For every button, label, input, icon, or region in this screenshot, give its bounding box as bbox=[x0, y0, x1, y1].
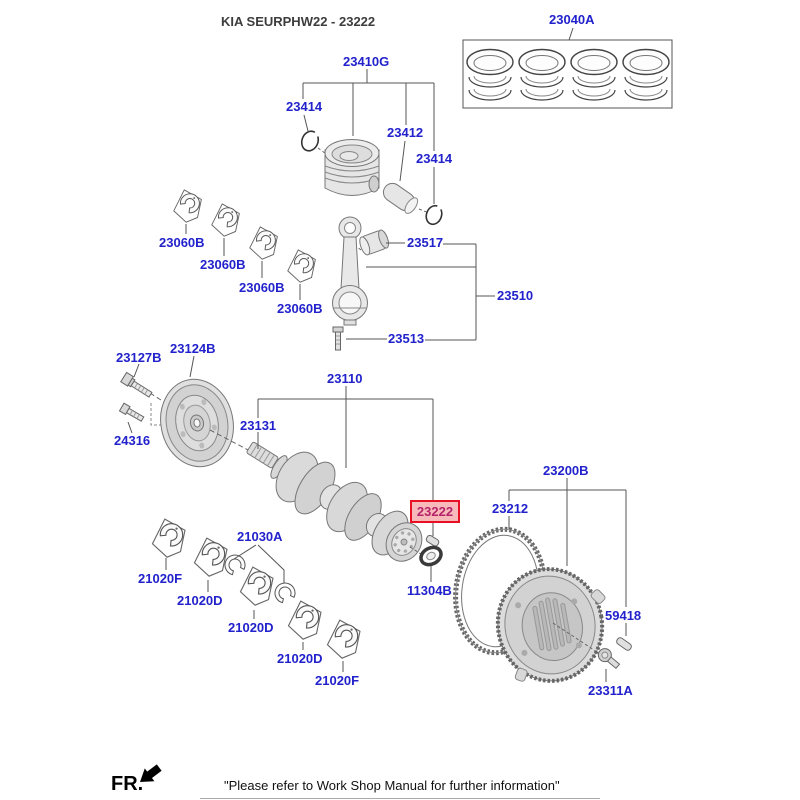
piston-pin-drawing bbox=[380, 180, 420, 216]
snap-ring-left-drawing bbox=[299, 129, 321, 153]
label-main-bearing-2: 21020D bbox=[228, 620, 274, 635]
label-flywheel-bolt: 23311A bbox=[588, 683, 633, 698]
label-main-bearing-upper-1: 21020F bbox=[138, 571, 183, 586]
label-main-bearing-3: 21020D bbox=[277, 651, 323, 666]
label-piston-ring-set: 23040A bbox=[549, 12, 595, 27]
label-piston-assembly: 23410G bbox=[343, 54, 390, 69]
thrust-washer-drawing bbox=[272, 580, 298, 604]
label-main-bearing-1: 21020D bbox=[177, 593, 223, 608]
washer-bolt-drawing bbox=[119, 403, 144, 423]
label-main-bearing-upper-2: 21020F bbox=[315, 673, 360, 688]
flywheel-bolt-drawing bbox=[596, 646, 622, 671]
label-crankshaft: 23110 bbox=[327, 371, 363, 386]
pulley-bolt-drawing bbox=[121, 372, 154, 398]
label-rod-bearing-1: 23060B bbox=[159, 235, 205, 250]
label-rod-bolt: 23513 bbox=[388, 331, 425, 346]
label-rear-seal-bearing: 11304B bbox=[407, 583, 452, 598]
highlighted-part-label: 23222 bbox=[410, 500, 460, 523]
fr-direction-label: FR. bbox=[111, 773, 144, 795]
dowel-pin-drawing bbox=[615, 637, 632, 652]
label-crank-sprocket: 23131 bbox=[240, 418, 277, 433]
fr-direction-arrow-icon bbox=[140, 764, 162, 782]
crank-key-drawing bbox=[425, 534, 440, 547]
label-thrust-washer-set: 21030A bbox=[237, 529, 283, 544]
label-rod-bearing-2: 23060B bbox=[200, 257, 246, 272]
connecting-rod-drawing bbox=[333, 217, 391, 350]
piston-drawing bbox=[299, 129, 444, 227]
rod-bushing-drawing bbox=[358, 229, 391, 256]
label-washer-bolt: 24316 bbox=[114, 433, 151, 448]
label-connecting-rod: 23510 bbox=[497, 288, 534, 303]
label-dowel-pin: 59418 bbox=[605, 608, 642, 623]
label-rod-bearing-4: 23060B bbox=[277, 301, 323, 316]
label-ring-gear: 23212 bbox=[492, 501, 529, 516]
flywheel-drawing bbox=[489, 559, 619, 689]
workshop-manual-note: "Please refer to Work Shop Manual for further information" bbox=[224, 778, 560, 793]
rod-bolt-drawing bbox=[333, 327, 343, 350]
label-snap-ring-left: 23414 bbox=[286, 99, 323, 114]
crankshaft-pulley-drawing bbox=[153, 372, 242, 473]
snap-ring-right-drawing bbox=[424, 204, 445, 227]
label-rod-bushing: 23517 bbox=[407, 235, 444, 250]
piston-ring-set-drawing bbox=[463, 28, 672, 108]
rod-bracket-lines bbox=[346, 243, 495, 340]
label-snap-ring-right: 23414 bbox=[416, 151, 453, 166]
diagram-title: KIA SEURPHW22 - 23222 bbox=[221, 14, 376, 29]
pulley-group-drawing bbox=[119, 356, 252, 474]
label-crankshaft-pulley: 23124B bbox=[170, 341, 216, 356]
label-piston-pin: 23412 bbox=[387, 125, 424, 140]
label-pulley-bolt: 23127B bbox=[116, 350, 162, 365]
label-flywheel: 23200B bbox=[543, 463, 589, 478]
label-rod-bearing-3: 23060B bbox=[239, 280, 285, 295]
